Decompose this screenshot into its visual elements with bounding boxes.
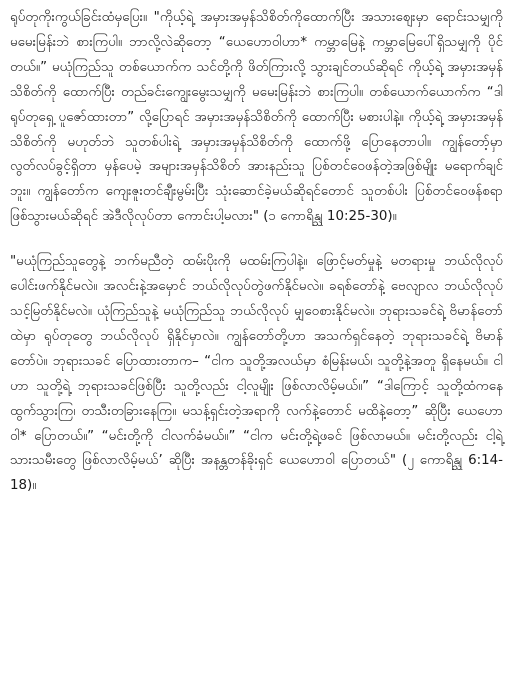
paragraph-1-corinthians-10: ရုပ်တုကိုးကွယ်ခြင်းထံမှပြေး။ "ကိုယ့်ရဲ့ အမှားအမှန်သိစိတ်ကိုထောက်ပြီး အသားဈေးမှာ ရောင်းသမျှကို မမေးမြန်းဘဲ စားကြပါ။ ဘာလို့လဲဆိုတော့ “ယေဟောဝါဟာ* ကမ္ဘာမြေနဲ့ ကမ္ဘာမြေပေါ်ရှိသမျှကို ပိုင်တယ်။” မယုံကြည်သူ တစ်ယောက်က သင်တို့ကို ဖိတ်ကြားလို့ သွားချင်တယ်ဆိုရင် ကိုယ့်ရဲ့ အမှားအမှန်သိစိတ်ကို ထောက်ပြီး တည်ခင်းကျွေးမွေးသမျှကို မမေးမြန်းဘဲ စားကြပါ။ တစ်ယောက်ယောက်က “ဒါ ရုပ်တုရှေ့ ပူဇော်ထားတာ” လို့ပြောရင် အမှားအမှန်သိစိတ်ကို ထောက်ပြီး မစားပါနဲ့။ ကိုယ့်ရဲ့ အမှားအမှန်သိစိတ်ကို မဟုတ်ဘဲ သူတစ်ပါးရဲ့ အမှားအမှန်သိစိတ်ကို ထောက်ဖို့ ပြောနေတာပါ။ ကျွန်တော့်မှာ လွတ်လပ်ခွင့်ရှိတာ မှန်ပေမဲ့ အများအမှန်သိစိတ် အားနည်းသူ ပြစ်တင်ဝေဖန်တဲ့အဖြစ်မျိုး မရောက်ချင်ဘူး။ ကျွန်တော်က ကျေးဇူးတင်ချီးမွမ်းပြီး သုံးဆောင်ခဲ့မယ်ဆိုရင်တောင် သူတစ်ပါး ပြစ်တင်ဝေဖန်စရာ ဖြစ်သွားမယ်ဆိုရင် အဲဒီလိုလုပ်တာ ကောင်းပါ့မလား" (၁ ကောရိန္သု 10:25-30)။ (10, 10, 503, 225)
paragraph-2-corinthians-6: "မယုံကြည်သူတွေနဲ့ ဘက်မညီတဲ့ ထမ်းပိုးကို မထမ်းကြပါနဲ့။ ဖြောင့်မတ်မှုနဲ့ မတရားမှု ဘယ်လိုလုပ် ပေါင်းဖက်နိုင်မလဲ။ အလင်းနဲ့အမှောင် ဘယ်လိုလုပ်တွဲဖက်နိုင်မလဲ။ ခရစ်တော်နဲ့ ဗေလျာလ ဘယ်လိုလုပ် သင့်မြတ်နိုင်မလဲ။ ယုံကြည်သူနဲ့ မယုံကြည်သူ ဘယ်လိုလုပ် မျှဝေစားနိုင်မလဲ။ ဘုရားသခင်ရဲ့ ဗိမာန်တော်ထဲမှာ ရုပ်တုတွေ ဘယ်လိုလုပ် ရှိနိုင်မှာလဲ။ ကျွန်တော်တို့ဟာ အသက်ရှင်နေတဲ့ ဘုရားသခင်ရဲ့ ဗိမာန်တော်ပဲ။ ဘုရားသခင် ပြောထားတာက– “ငါက သူတို့အလယ်မှာ စံမြန်းမယ်၊ သူတို့နဲ့အတူ ရှိနေမယ်။ ငါဟာ သူတို့ရဲ့ ဘုရားသခင်ဖြစ်ပြီး သူတို့လည်း ငါ့လူမျိုး ဖြစ်လာလိမ့်မယ်။” “ဒါကြောင့် သူတို့ထံကနေ ထွက်သွားကြ၊ တသီးတခြားနေကြ။ မသန့်ရှင်းတဲ့အရာကို လက်နဲ့တောင် မထိနဲ့တော့” ဆိုပြီး ယေဟောဝါ* ပြောတယ်။” “မင်းတို့ကို ငါလက်ခံမယ်။” “ငါက မင်းတို့ရဲ့ဖခင် ဖြစ်လာမယ်။ မင်းတို့လည်း ငါ့ရဲ့ သားသမီးတွေ ဖြစ်လာလိမ့်မယ်’ ဆိုပြီး အနန္တတန်ခိုးရှင် ယေဟောဝါ ပြောတယ်" (၂ ကောရိန္သု 6:14-18)။ (10, 254, 503, 494)
